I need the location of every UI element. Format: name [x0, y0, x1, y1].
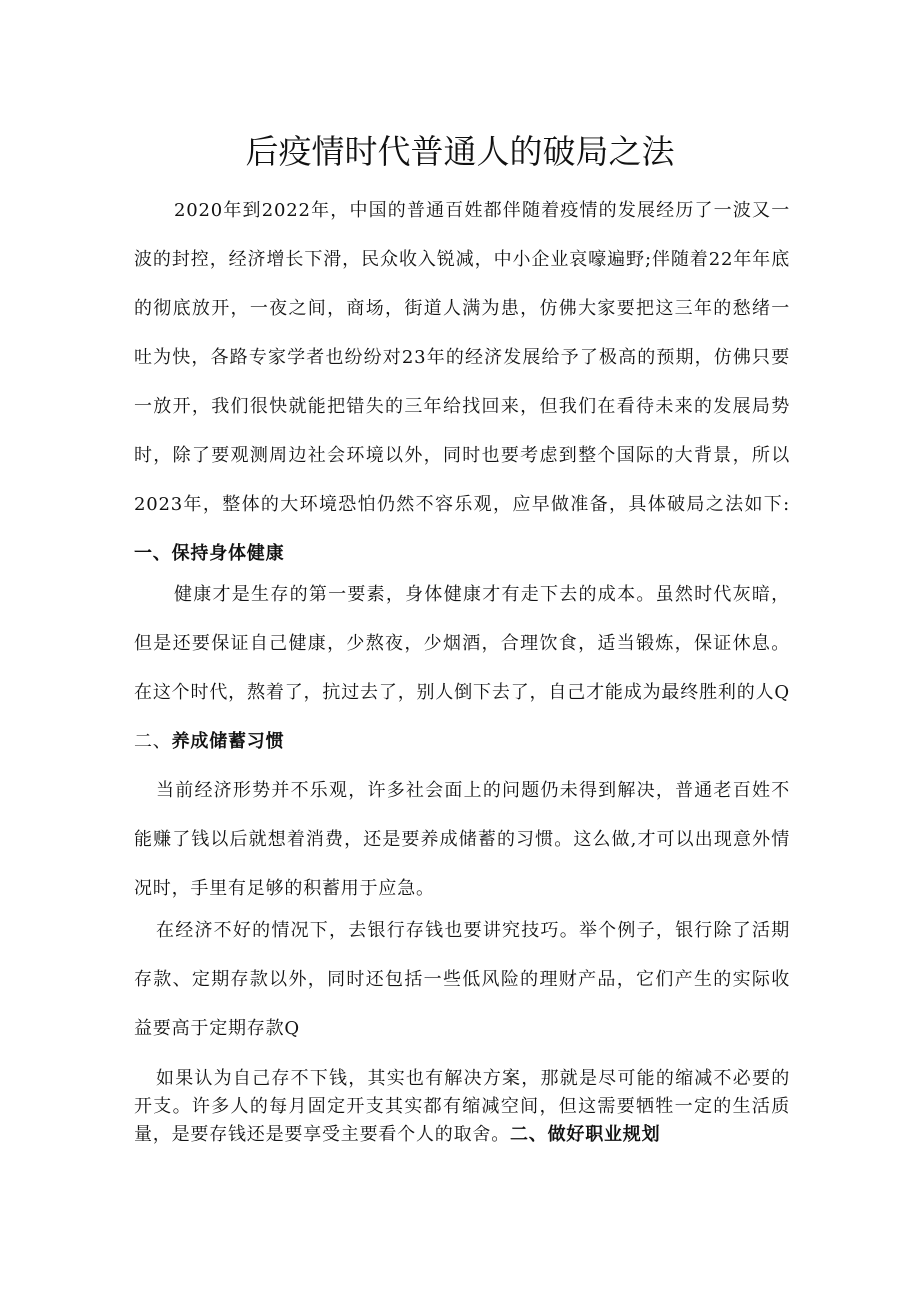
- paragraph-spending: [134, 1065, 790, 1149]
- document-title: 后疫情时代普通人的破局之法: [245, 132, 675, 171]
- paragraph-text: 当前经济形势并不乐观，许多社会面上的问题仍未得到解决，普通老百姓不能赚了钱以后就想着消费，还是要养成储蓄的习惯。这么做,才可以出现意外情况时，手里有足够的积蓄用于应急。: [134, 780, 790, 899]
- paragraph-intro: [134, 186, 790, 578]
- paragraph-text: 2020年到2022年，中国的普通百姓都伴随着疫情的发展经历了一波又一波的封控，经济增长下滑，民众收入锐减，中小企业哀嚎遍野;伴随着22年年底的彻底放开，一夜之间，商场，街道人满为患，仿佛大家要把这三年的愁绪一吐为快，各路专家学者也纷纷对23年的经济发展给予了极高的预期，仿佛只要一放开，我们很快就能把错失的三年给找回来，但我们在看待未来的发展局势时，除了要观测周边社会环境以外，同时也要考虑到整个国际的大背景，所以2023年，整体的大环境恐怕仍然不容乐观，应早做准备，具体破局之法如下:: [134, 200, 790, 515]
- paragraph-savings: [134, 766, 790, 913]
- paragraph-text: 在经济不好的情况下，去银行存钱也要讲究技巧。举个例子，银行除了活期存款、定期存款以外，同时还包括一些低风险的理财产品，它们产生的实际收益要高于定期存款Q: [134, 920, 790, 1039]
- paragraph-bank-tips: [134, 906, 790, 1053]
- paragraph-text: 如果认为自己存不下钱，其实也有解决方案，那就是尽可能的缩减不必要的开支。许多人的每月固定开支其实都有缩减空间，但这需要牺牲一定的生活质量，是要存钱还是要享受主要看个人的取舍。: [134, 1068, 790, 1145]
- paragraph-text: 健康才是生存的第一要素，身体健康才有走下去的成本。虽然时代灰暗，但是还要保证自己健康，少熬夜，少烟酒，合理饮食，适当锻炼，保证休息。在这个时代，熬着了，抗过去了，别人倒下去了，自己才能成为最终胜利的人Q二、: [134, 584, 790, 752]
- paragraph-health: [134, 570, 790, 766]
- section-heading-health: 一、保持身体健康: [134, 543, 285, 564]
- section-heading-career: 二、做好职业规划: [510, 1124, 661, 1145]
- section-heading-savings: 养成储蓄习惯: [171, 731, 285, 752]
